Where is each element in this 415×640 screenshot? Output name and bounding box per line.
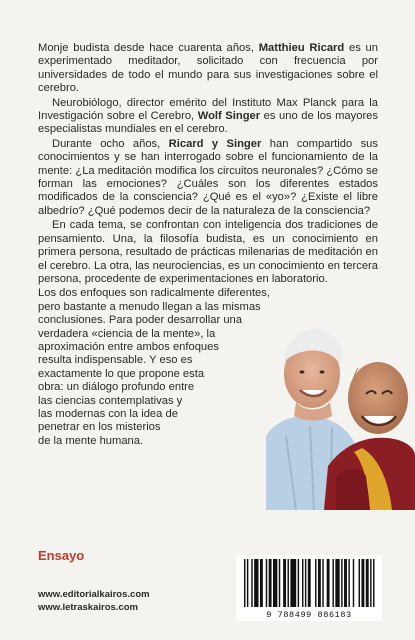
barcode-bar [373, 559, 374, 607]
conclusion-line: las ciencias contemplativas y [38, 394, 183, 407]
barcode-bar [251, 559, 252, 607]
barcode-bar [315, 559, 316, 607]
barcode-bar [370, 559, 371, 607]
conclusion-line: Los dos enfoques son radicalmente diferentes, [38, 287, 270, 300]
conclusion-line: verdadera «ciencia de la mente», la [38, 327, 216, 340]
barcode-bars [236, 555, 382, 609]
barcode-bar [322, 559, 323, 607]
conclusion-line: aproximación entre ambos enfoques [38, 340, 219, 353]
text-run: es uno de los mayores especialistas mundiales en el cerebro. [38, 110, 379, 136]
name-ricard: Matthieu Ricard [258, 42, 345, 54]
barcode-bar [273, 559, 277, 607]
barcode-bar [298, 559, 299, 607]
paragraph-singer [38, 97, 378, 137]
barcode-bar [327, 559, 330, 607]
conclusion-line: las modernas con la idea de [38, 407, 178, 420]
paragraph-dialogue [38, 138, 378, 218]
conclusion-line: de la mente humana. [38, 434, 144, 447]
text-run: es un experimentado meditador, solicitado con frecuencia por universidades de todo el mundo para sus investigaciones sobre el cerebro. [38, 42, 379, 95]
barcode-bar [269, 559, 272, 607]
conclusion-line: resulta indispensable. Y eso es [38, 354, 193, 367]
conclusion-line: exactamente lo que propone esta [38, 367, 205, 380]
text-run: Monje budista desde hace cuarenta años, [38, 42, 259, 54]
text-run: han compartido sus conocimientos y se han interrogado sobre el funcionamiento de la mente: ¿La meditación modifica los circuitos neuronales? ¿Cómo se forman las emociones? ¿Cuáles son los diferentes estados modificados de la consciencia? ¿Qué es el «yo»? ¿Existe el libre albedrío? ¿Qué podemos decir de la naturaleza de la consciencia? [38, 137, 378, 217]
isbn-digits: 9 788499 886183 [266, 610, 352, 620]
barcode-bar [266, 559, 267, 607]
barcode-bar [348, 559, 349, 607]
barcode-bar [361, 559, 364, 607]
names-ricard-singer: Ricard y Singer [168, 137, 262, 150]
barcode-bar [341, 559, 342, 607]
barcode-bar [279, 559, 280, 607]
barcode-bar [247, 559, 248, 607]
barcode-bar [254, 559, 258, 607]
barcode-bar [305, 559, 306, 607]
conclusion-line: penetrar en los misterios [38, 421, 161, 434]
barcode-bar [244, 559, 245, 607]
barcode-bar [344, 559, 347, 607]
barcode-bar [353, 559, 354, 607]
website-link-kairos[interactable]: www.editorialkairos.com [38, 589, 150, 600]
paragraph-traditions: En cada tema, se confrontan con inteligencia dos tradiciones de pensamiento. Una, la filosofía budista, es un conocimiento en primera persona, resultado de prácticas milenarias de meditación en el cerebro. La otra, las neurociencias, es un conocimiento en tercera persona, procedente de experimentaciones en laboratorio. [38, 219, 378, 285]
barcode-bar [318, 559, 321, 607]
name-singer: Wolf Singer [197, 110, 261, 123]
barcode-bar [302, 559, 303, 607]
conclusion-line: obra: un diálogo profundo entre [38, 381, 195, 394]
text-run: Durante ocho años, [52, 137, 169, 150]
barcode-bar [283, 559, 286, 607]
barcode-bar [366, 559, 369, 607]
barcode-bar [332, 559, 333, 607]
website-link-letras[interactable]: www.letraskairos.com [38, 602, 138, 613]
barcode-bar [359, 559, 360, 607]
barcode-bar [335, 559, 339, 607]
barcode-bar [290, 559, 296, 607]
barcode-bar [288, 559, 289, 607]
barcode-bar [308, 559, 311, 607]
conclusion-line: conclusiones. Para poder desarrollar una [38, 314, 242, 327]
genre-label: Ensayo [38, 548, 85, 563]
barcode-bar [260, 559, 263, 607]
isbn-barcode [236, 555, 382, 621]
text-run: Neurobiólogo, director emérito del Instituto Max Planck para la Investigación sobre el Cerebro, [38, 96, 378, 123]
paragraph-ricard [38, 42, 378, 96]
authors-photo [266, 316, 415, 510]
conclusion-line: pero bastante a menudo llegan a las mismas [38, 300, 261, 313]
